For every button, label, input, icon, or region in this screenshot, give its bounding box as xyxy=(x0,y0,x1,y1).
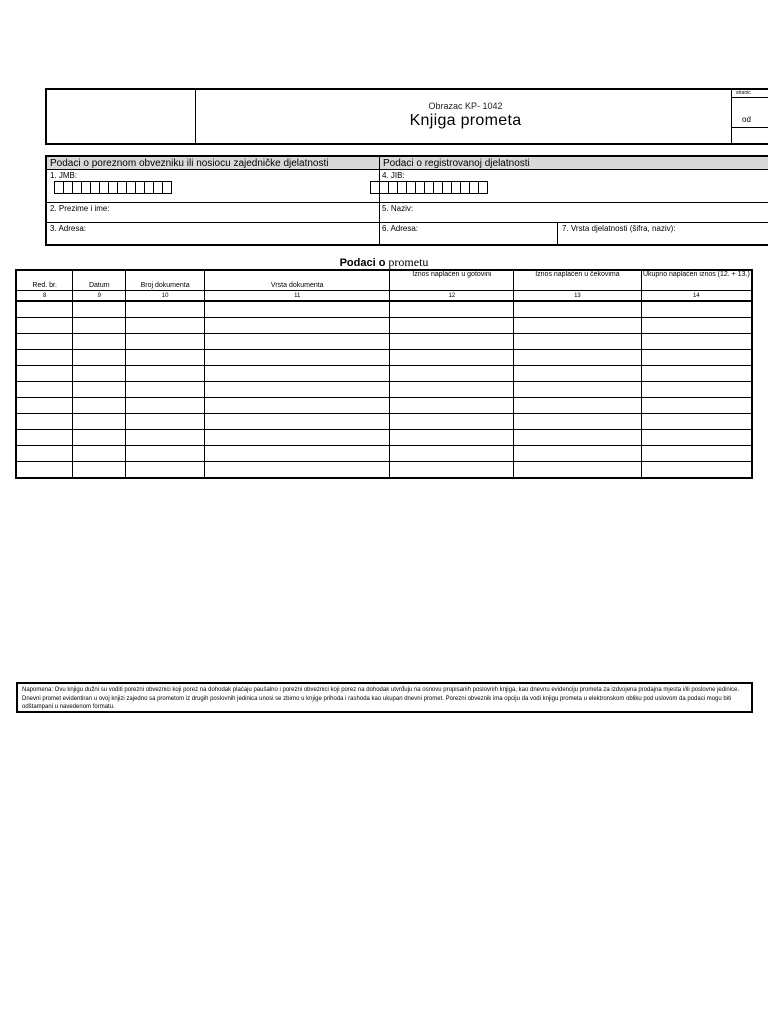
divider xyxy=(47,202,380,203)
table-cell[interactable] xyxy=(641,334,752,350)
table-cell[interactable] xyxy=(16,334,73,350)
table-cell[interactable] xyxy=(514,301,642,318)
table-cell[interactable] xyxy=(16,366,73,382)
divider xyxy=(732,97,768,98)
table-cell[interactable] xyxy=(73,366,126,382)
address-label: 3. Adresa: xyxy=(50,224,87,233)
table-cell[interactable] xyxy=(205,318,390,334)
table-row xyxy=(16,366,752,382)
taxpayer-section xyxy=(45,155,768,246)
table-cell[interactable] xyxy=(126,462,205,479)
activity-type-label: 7. Vrsta djelatnosti (šifra, naziv): xyxy=(562,224,676,233)
jmb-label: 1. JMB: xyxy=(50,171,78,180)
table-cell[interactable] xyxy=(126,382,205,398)
table-cell[interactable] xyxy=(390,301,514,318)
table-row xyxy=(16,398,752,414)
col-number: 9 xyxy=(73,291,126,302)
table-cell[interactable] xyxy=(16,382,73,398)
table-cell[interactable] xyxy=(126,366,205,382)
table-row xyxy=(16,462,752,479)
col-header-cash: Iznos naplaćen u gotovini xyxy=(390,270,514,291)
table-cell[interactable] xyxy=(205,350,390,366)
divider xyxy=(379,222,768,223)
page-counter xyxy=(731,90,768,143)
col-number: 8 xyxy=(16,291,73,302)
table-cell[interactable] xyxy=(641,350,752,366)
table-cell[interactable] xyxy=(514,414,642,430)
col-header-cheques: Iznos naplaćen u čekovima xyxy=(514,270,642,291)
divider xyxy=(47,222,380,223)
table-cell[interactable] xyxy=(514,382,642,398)
table-cell[interactable] xyxy=(126,430,205,446)
divider xyxy=(732,127,768,128)
taxpayer-heading: Podaci o poreznom obvezniku ili nosiocu zajedničke djelatnosti xyxy=(47,157,380,170)
table-cell[interactable] xyxy=(514,398,642,414)
col-header-document-number: Broj dokumenta xyxy=(126,270,205,291)
table-cell[interactable] xyxy=(205,462,390,479)
table-cell[interactable] xyxy=(390,430,514,446)
table-cell[interactable] xyxy=(205,334,390,350)
table-row xyxy=(16,301,752,318)
table-cell[interactable] xyxy=(514,350,642,366)
table-cell[interactable] xyxy=(641,398,752,414)
table-cell[interactable] xyxy=(126,318,205,334)
table-cell[interactable] xyxy=(16,414,73,430)
table-cell[interactable] xyxy=(641,301,752,318)
table-cell[interactable] xyxy=(16,446,73,462)
col-header-document-type: Vrsta dokumenta xyxy=(205,270,390,291)
table-cell[interactable] xyxy=(205,301,390,318)
table-cell[interactable] xyxy=(16,462,73,479)
table-cell[interactable] xyxy=(514,430,642,446)
table-cell[interactable] xyxy=(390,462,514,479)
table-cell[interactable] xyxy=(514,318,642,334)
form-header xyxy=(45,88,768,145)
table-cell[interactable] xyxy=(73,350,126,366)
jib-field[interactable] xyxy=(370,181,487,194)
col-header-ordinal: Red. br. xyxy=(16,270,73,291)
table-row xyxy=(16,446,752,462)
table-row xyxy=(16,318,752,334)
table-cell[interactable] xyxy=(126,446,205,462)
col-header-date: Datum xyxy=(73,270,126,291)
table-title-bold: Podaci o xyxy=(339,257,386,269)
table-title xyxy=(0,255,768,270)
table-cell[interactable] xyxy=(126,350,205,366)
table-cell[interactable] xyxy=(390,446,514,462)
page-label: stranic xyxy=(736,90,751,96)
jib-label: 4. JIB: xyxy=(382,171,405,180)
col-number: 14 xyxy=(641,291,752,302)
business-address-label: 6. Adresa: xyxy=(382,224,419,233)
table-cell[interactable] xyxy=(514,462,642,479)
table-cell[interactable] xyxy=(514,334,642,350)
table-cell[interactable] xyxy=(641,430,752,446)
name-label: 2. Prezime i ime: xyxy=(50,204,110,213)
table-cell[interactable] xyxy=(390,334,514,350)
col-number: 12 xyxy=(390,291,514,302)
table-cell[interactable] xyxy=(126,398,205,414)
table-cell[interactable] xyxy=(205,430,390,446)
table-cell[interactable] xyxy=(205,382,390,398)
divider xyxy=(557,222,558,246)
col-number: 10 xyxy=(126,291,205,302)
divider xyxy=(379,202,768,203)
table-cell[interactable] xyxy=(390,350,514,366)
form-code: Obrazac KP- 1042 xyxy=(428,101,503,111)
table-cell[interactable] xyxy=(514,446,642,462)
table-cell[interactable] xyxy=(126,301,205,318)
col-number: 13 xyxy=(514,291,642,302)
table-row xyxy=(16,382,752,398)
table-cell[interactable] xyxy=(641,366,752,382)
table-cell[interactable] xyxy=(16,398,73,414)
business-name-label: 5. Naziv: xyxy=(382,204,414,213)
table-cell[interactable] xyxy=(641,382,752,398)
table-cell[interactable] xyxy=(16,350,73,366)
table-row xyxy=(16,430,752,446)
table-cell[interactable] xyxy=(16,301,73,318)
table-cell[interactable] xyxy=(73,318,126,334)
table-row xyxy=(16,350,752,366)
table-cell[interactable] xyxy=(126,334,205,350)
col-number: 11 xyxy=(205,291,390,302)
footnote: Napomena: Ovu knjigu dužni su voditi porezni obveznici koji porez na dohodak plaćaju paušalno i porezni obveznici koji porez na dohodak utvrđuju na osnovu propisanih poslovnih knjiga, kao dnevnu evidenciju prometa za izdvojena prodajna mjesta i/ili poslovne jedinice. Dnevni promet evidentiran u ovoj knjizi zajedno sa prometom iz drugih poslovnih jedinica unosi se zbirno u knjige prihoda i rashoda kao ukupan dnevni promet. Porezni obveznik ima opciju da vodi knjigu prometa u elektronskom obliku pod uslovom da podaci mogu biti odštampani u navedenom formatu. xyxy=(16,682,753,713)
table-cell[interactable] xyxy=(205,366,390,382)
table-cell[interactable] xyxy=(390,414,514,430)
table-cell[interactable] xyxy=(390,366,514,382)
table-cell[interactable] xyxy=(514,366,642,382)
page-title: Knjiga prometa xyxy=(409,112,522,129)
table-cell[interactable] xyxy=(641,446,752,462)
table-cell[interactable] xyxy=(390,398,514,414)
table-row xyxy=(16,414,752,430)
table-cell[interactable] xyxy=(16,430,73,446)
table-cell[interactable] xyxy=(641,414,752,430)
table-cell[interactable] xyxy=(390,382,514,398)
table-cell[interactable] xyxy=(73,398,126,414)
table-cell[interactable] xyxy=(73,382,126,398)
table-cell[interactable] xyxy=(16,318,73,334)
table-cell[interactable] xyxy=(205,398,390,414)
table-cell[interactable] xyxy=(126,414,205,430)
table-cell[interactable] xyxy=(73,334,126,350)
jmb-field[interactable] xyxy=(54,181,171,194)
turnover-table xyxy=(15,269,753,479)
table-cell[interactable] xyxy=(73,414,126,430)
table-cell[interactable] xyxy=(390,318,514,334)
table-row xyxy=(16,334,752,350)
table-cell[interactable] xyxy=(73,462,126,479)
table-title-rest: prometu xyxy=(385,255,429,269)
table-cell[interactable] xyxy=(641,462,752,479)
table-cell[interactable] xyxy=(205,446,390,462)
of-label: od xyxy=(742,115,751,124)
activity-heading: Podaci o registrovanoj djelatnosti xyxy=(380,157,768,170)
table-cell[interactable] xyxy=(73,446,126,462)
table-cell[interactable] xyxy=(73,430,126,446)
table-cell[interactable] xyxy=(73,301,126,318)
table-cell[interactable] xyxy=(205,414,390,430)
table-cell[interactable] xyxy=(641,318,752,334)
col-header-total: Ukupno naplaćen iznos (12. + 13.) xyxy=(641,270,752,291)
